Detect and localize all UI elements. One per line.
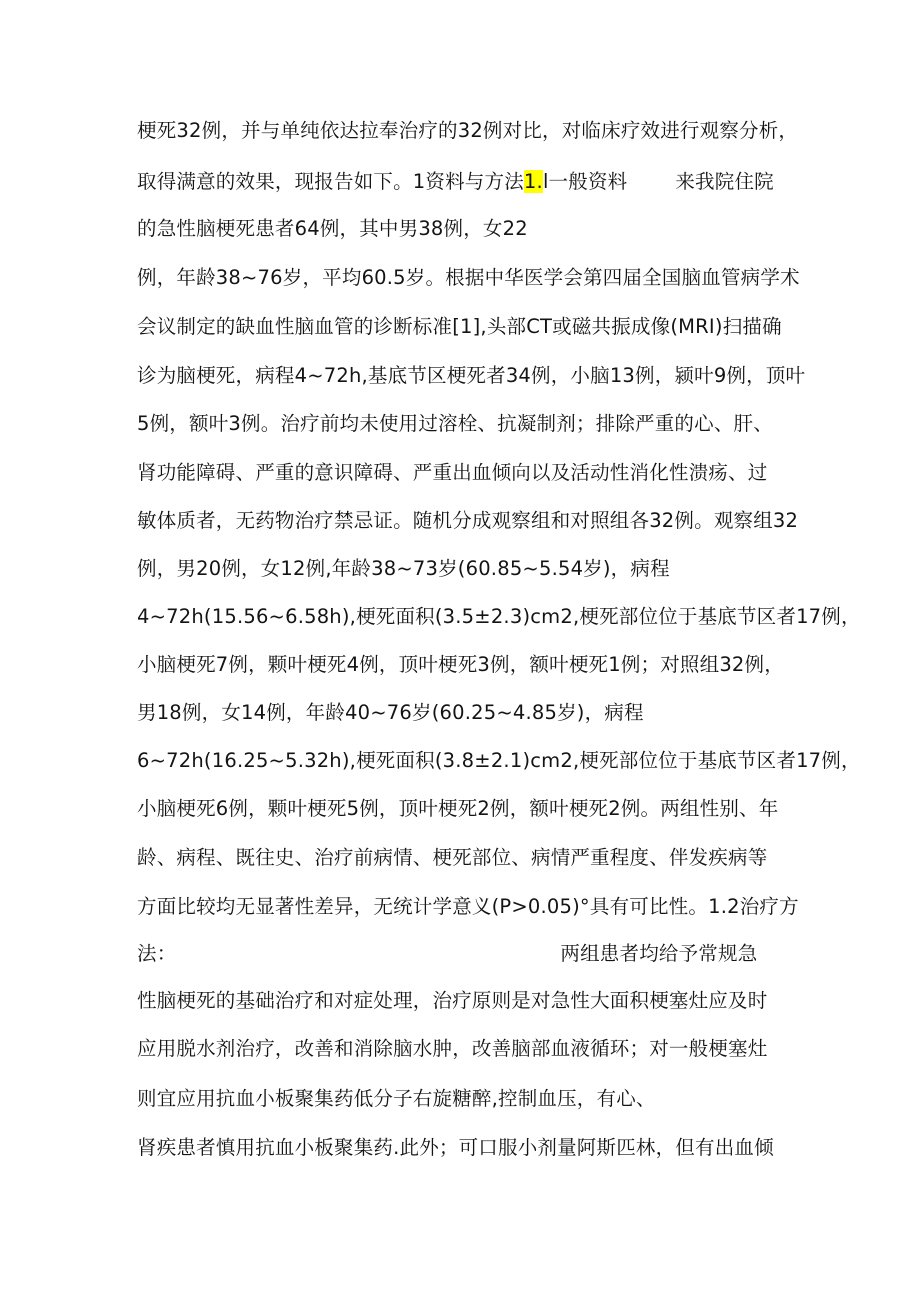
- text-line: 应用脱水剂治疗，改善和消除脑水肿，改善脑部血液循环；对一般梗塞灶: [137, 1037, 768, 1060]
- text-segment: l一般资料: [542, 170, 628, 193]
- text-line: [137, 168, 774, 196]
- text-line: 肾功能障碍、严重的意识障碍、严重出血倾向以及活动性消化性溃疡、过: [137, 461, 768, 484]
- text-line: 例，男20例，女12例,年龄38~73岁(60.85~5.54岁)，病程: [137, 557, 670, 580]
- text-line: 则宜应用抗血小板聚集药低分子右旋糖醉,控制血压，有心、: [137, 1087, 656, 1110]
- text-line: 4~72h(15.56~6.58h),梗死面积(3.5±2.3)cm2,梗死部位位于基底节区者17例，: [137, 605, 861, 628]
- text-line: 的急性脑梗死患者64例，其中男38例，女22: [137, 217, 528, 240]
- text-line: 小脑梗死7例，颗叶梗死4例，顶叶梗死3例，额叶梗死1例；对照组32例，: [137, 653, 784, 676]
- text-line: 肾疾患者慎用抗血小板聚集药.此外；可口服小剂量阿斯匹林，但有出血倾: [137, 1136, 774, 1159]
- text-line: 龄、病程、既往史、治疗前病情、梗死部位、病情严重程度、伴发疾病等: [137, 846, 768, 869]
- text-line: 5例，额叶3例。治疗前均未使用过溶栓、抗凝制剂；排除严重的心、肝、: [137, 412, 773, 435]
- text-line: 诊为脑梗死，病程4~72h,基底节区梗死者34例，小脑13例，颍叶9例，顶叶: [137, 364, 806, 387]
- text-line: 会议制定的缺血性脑血管的诊断标准[1],头部CT或磁共振成像(MRI)扫描确: [137, 315, 782, 338]
- highlighted-text: 1.: [523, 170, 543, 193]
- text-line: 小脑梗死6例，颗叶梗死5例，顶叶梗死2例，额叶梗死2例。两组性别、年: [137, 797, 779, 820]
- text-line: 方面比较均无显著性差异，无统计学意义(P>0.05)°具有可比性。1.2治疗方: [137, 895, 799, 918]
- text-segment: 来我院住院: [675, 170, 774, 193]
- text-line: 6~72h(16.25~5.32h),梗死面积(3.8±2.1)cm2,梗死部位位于基底节区者17例，: [137, 749, 861, 772]
- text-segment: 法：: [137, 942, 177, 965]
- text-line: 男18例，女14例，年龄40~76岁(60.25~4.85岁)，病程: [137, 701, 644, 724]
- text-line: 梗死32例，并与单纯依达拉奉治疗的32例对比，对临床疗效进行观察分析，: [137, 119, 799, 142]
- text-line: 例，年龄38~76岁，平均60.5岁。根据中华医学会第四届全国脑血管病学术: [137, 266, 800, 289]
- text-line: [137, 940, 757, 968]
- text-segment: 两组患者均给予常规急: [560, 942, 758, 965]
- text-segment: 取得满意的效果，现报告如下。1资料与方法: [137, 170, 524, 193]
- text-line: 性脑梗死的基础治疗和对症处理，治疗原则是对急性大面积梗塞灶应及时: [137, 989, 768, 1012]
- text-line: 敏体质者，无药物治疗禁忌证。随机分成观察组和对照组各32例。观察组32: [137, 509, 799, 532]
